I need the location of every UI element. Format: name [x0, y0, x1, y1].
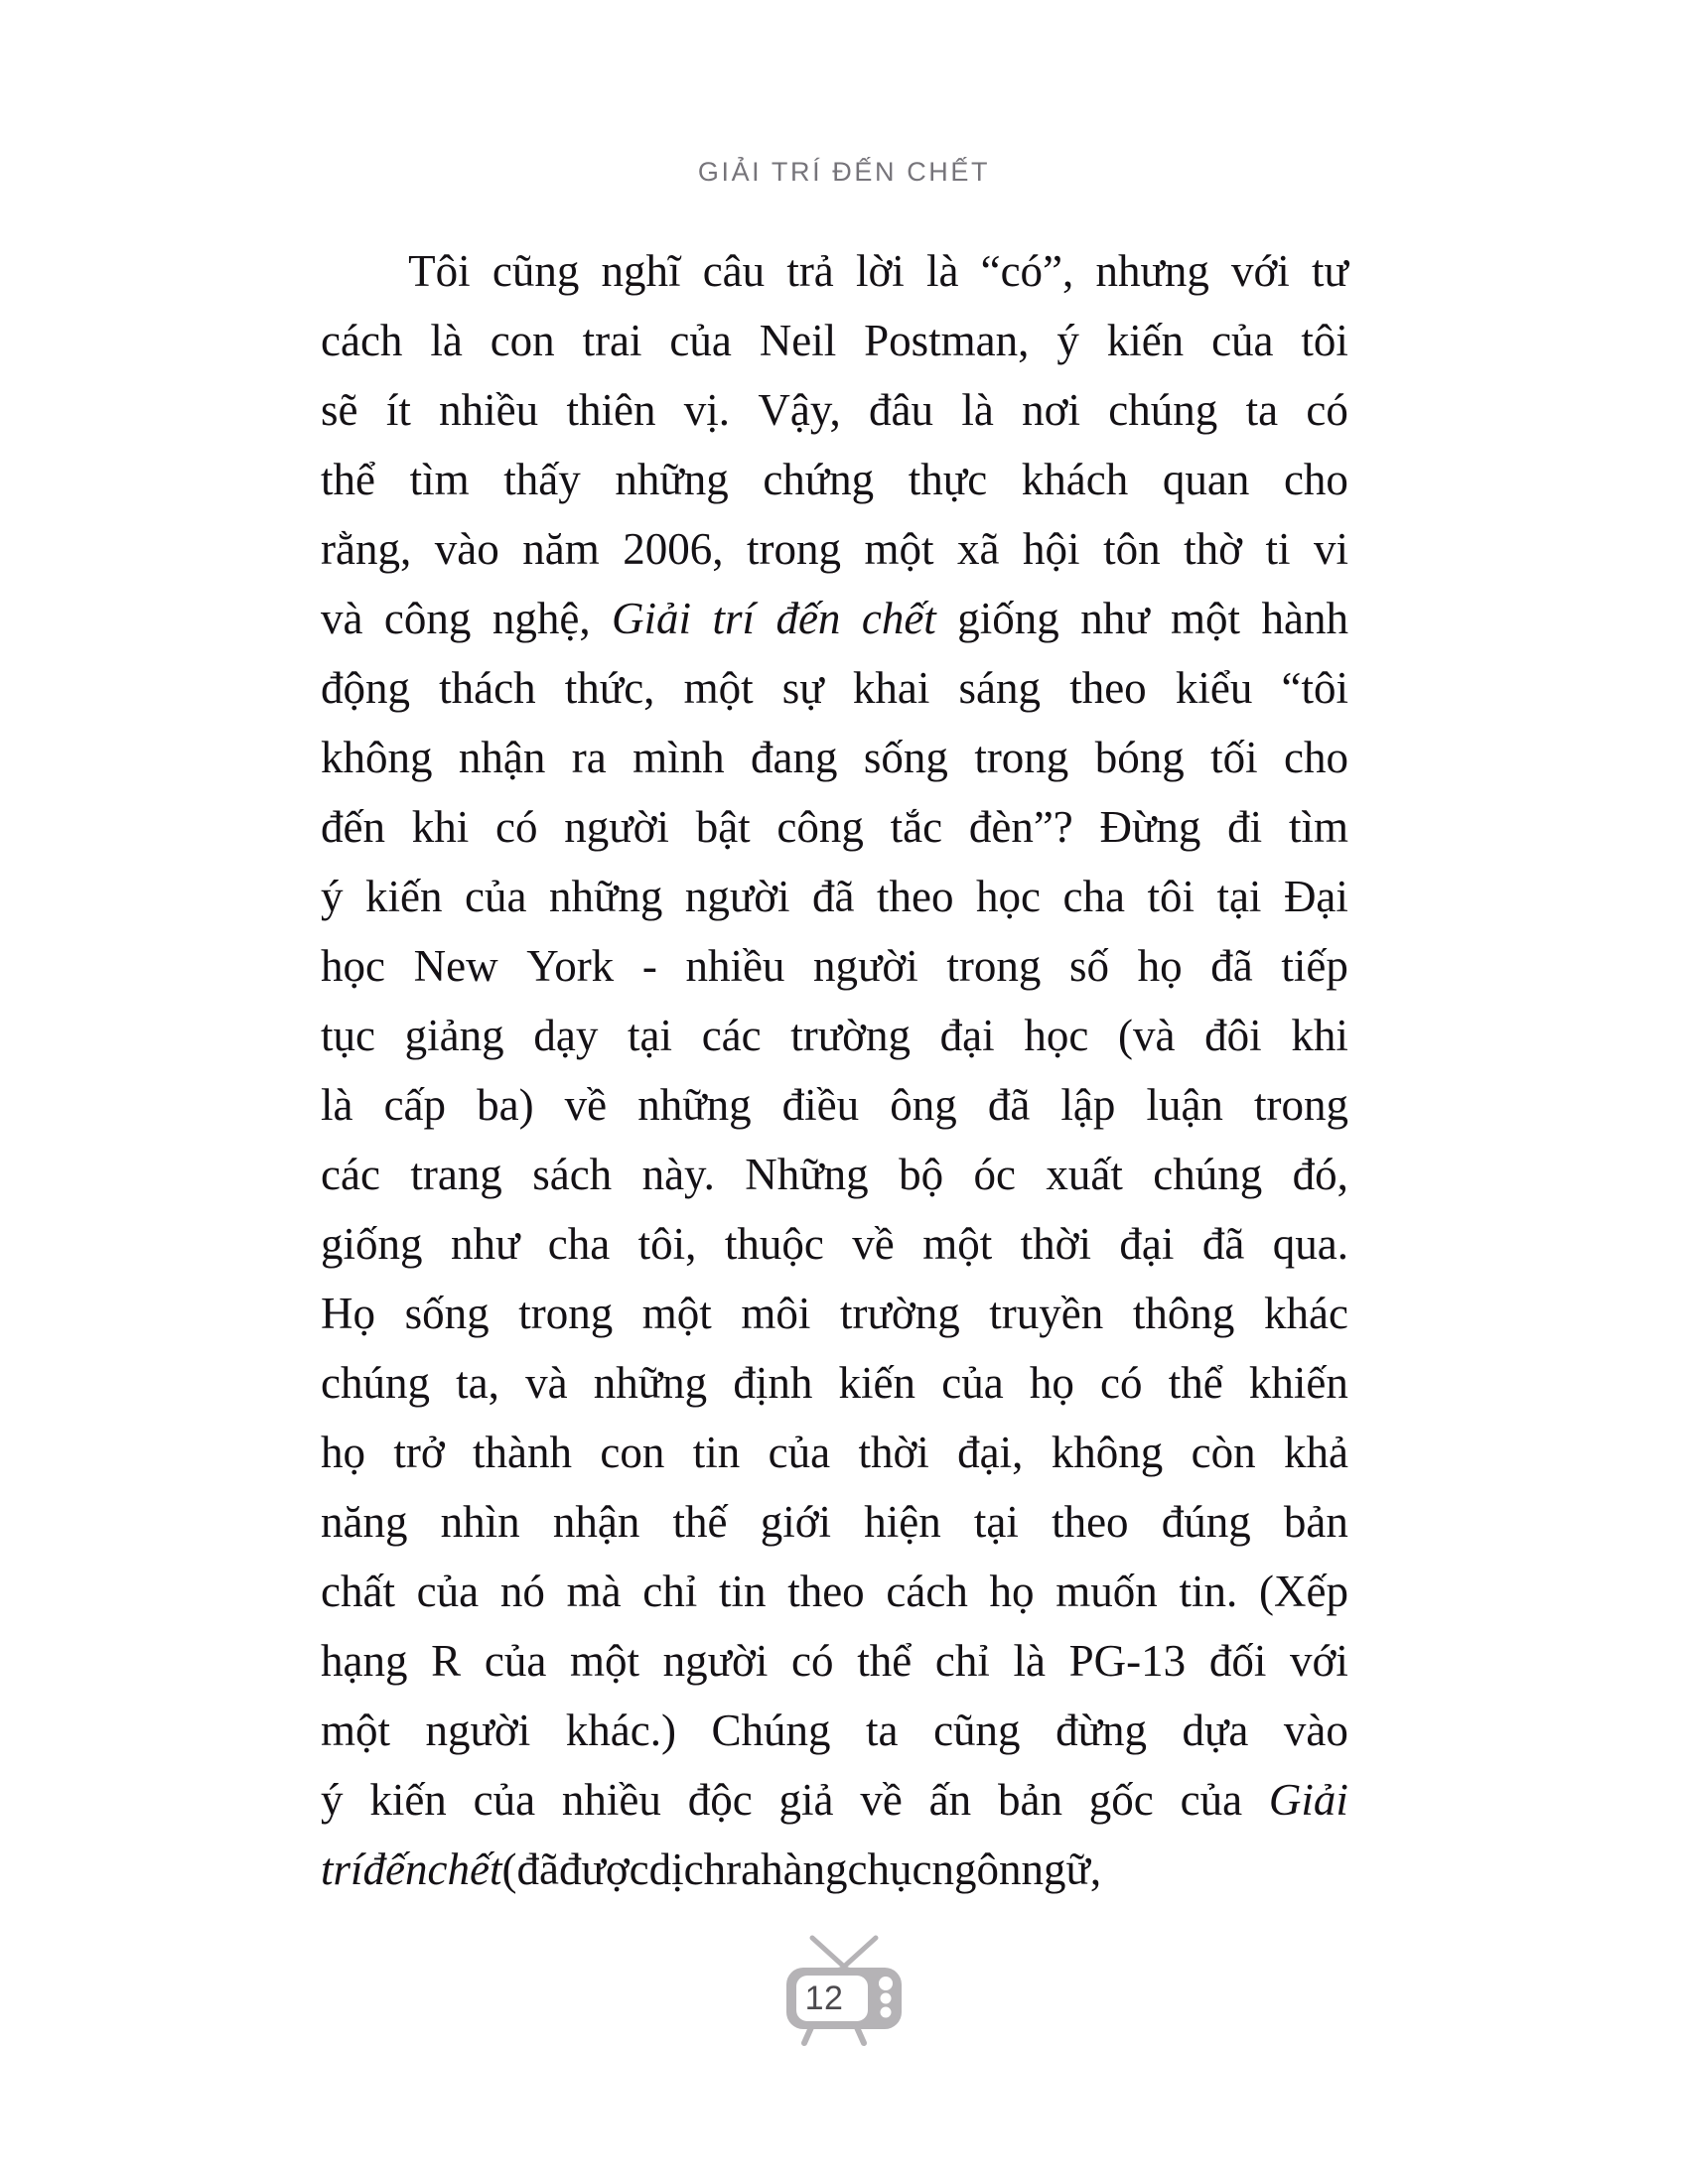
- page-footer: [0, 1934, 1688, 2051]
- word: đèn”?: [968, 802, 1073, 852]
- word: đại,: [957, 1428, 1024, 1477]
- paragraph-indent: [321, 236, 386, 306]
- word: trường: [840, 1289, 960, 1338]
- word: không: [1051, 1428, 1164, 1477]
- word: Đại: [1283, 872, 1348, 921]
- word: xuất: [1046, 1150, 1123, 1199]
- word: truyền: [989, 1289, 1104, 1338]
- word: những: [615, 455, 729, 504]
- word: vào: [1283, 1706, 1348, 1755]
- word: có: [791, 1636, 834, 1686]
- body-line: [321, 1070, 1348, 1140]
- word: Những: [745, 1150, 869, 1199]
- word: với: [1290, 1636, 1348, 1686]
- word: đại: [1119, 1219, 1175, 1269]
- word: nhận: [458, 733, 546, 782]
- body-line: [321, 445, 1348, 514]
- word: người: [662, 1636, 769, 1686]
- word: sách: [532, 1150, 613, 1199]
- word: đang: [751, 733, 838, 782]
- word: có: [1100, 1358, 1143, 1408]
- word: không: [321, 733, 433, 782]
- word: cũng: [492, 246, 580, 296]
- word: tôi: [1301, 316, 1348, 365]
- word: Postman,: [864, 316, 1030, 365]
- word: tin: [692, 1428, 741, 1477]
- word: đôi: [1204, 1011, 1262, 1060]
- word: kiến: [365, 872, 443, 921]
- word: một: [321, 1706, 391, 1755]
- italic-word: Giải: [1268, 1775, 1348, 1825]
- word: cấp: [383, 1080, 447, 1130]
- word: chục: [847, 1844, 932, 1894]
- word: đúng: [1161, 1497, 1251, 1547]
- word: môi: [741, 1289, 811, 1338]
- word: các: [701, 1011, 762, 1060]
- word: thể: [857, 1636, 913, 1686]
- word: ra: [571, 733, 607, 782]
- word: điều: [781, 1080, 860, 1130]
- word: và: [525, 1358, 568, 1408]
- body-line: [321, 1626, 1348, 1696]
- word: có: [495, 802, 538, 852]
- body-line: [321, 1279, 1348, 1348]
- word: khách: [1021, 455, 1129, 504]
- word: tìm: [1288, 802, 1348, 852]
- word: họ: [321, 1428, 365, 1477]
- word: kiến: [838, 1358, 916, 1408]
- word: thiên: [566, 385, 656, 435]
- word: dựa: [1182, 1706, 1249, 1755]
- word: một: [1171, 594, 1241, 643]
- word: ta: [1245, 385, 1279, 435]
- word: (đã: [501, 1844, 559, 1894]
- word: khi: [411, 802, 470, 852]
- word: năm: [522, 524, 600, 574]
- word: trong: [747, 524, 841, 574]
- word: khả: [1284, 1428, 1348, 1477]
- word: đã: [1210, 941, 1253, 991]
- word: vi: [1313, 524, 1348, 574]
- word: (Xếp: [1258, 1567, 1348, 1616]
- word: họ: [1029, 1358, 1074, 1408]
- word: Đừng: [1099, 802, 1201, 852]
- word: ngữ,: [1021, 1844, 1102, 1894]
- body-line: [321, 1487, 1348, 1557]
- word: số: [1069, 941, 1110, 991]
- word: độc: [687, 1775, 753, 1825]
- body-line: [321, 792, 1348, 862]
- body-line: [321, 1140, 1348, 1209]
- word: và: [321, 594, 363, 643]
- word: trai: [582, 316, 642, 365]
- word: người: [813, 941, 918, 991]
- word: kiến: [1106, 316, 1185, 365]
- word: trở: [393, 1428, 445, 1477]
- word: tôn: [1103, 524, 1161, 574]
- word: kiến: [369, 1775, 447, 1825]
- word: người: [684, 872, 790, 921]
- word: của: [1180, 1775, 1243, 1825]
- word: sáng: [958, 663, 1042, 713]
- word: người: [564, 802, 669, 852]
- word: dịch: [648, 1844, 727, 1894]
- word: định: [733, 1358, 813, 1408]
- word: một: [641, 1289, 712, 1338]
- word: bật: [695, 802, 751, 852]
- word: của: [416, 1567, 480, 1616]
- word: bản: [1283, 1497, 1348, 1547]
- word: đối: [1208, 1636, 1267, 1686]
- word: ti: [1265, 524, 1291, 574]
- word: cách: [886, 1567, 968, 1616]
- word: vị.: [683, 385, 731, 435]
- word: chứng: [763, 455, 875, 504]
- word: tin: [718, 1567, 767, 1616]
- word: học: [976, 872, 1041, 921]
- word: về: [564, 1080, 608, 1130]
- word: nghĩ: [601, 246, 681, 296]
- word: thức,: [564, 663, 655, 713]
- word: giống: [321, 1219, 423, 1269]
- word: học: [321, 941, 385, 991]
- word: rằng,: [321, 524, 412, 574]
- word: vào: [434, 524, 499, 574]
- word: theo: [787, 1567, 865, 1616]
- word: một: [683, 663, 754, 713]
- word: là: [961, 385, 994, 435]
- word: như: [1080, 594, 1150, 643]
- word: hành: [1261, 594, 1348, 643]
- word: mà: [566, 1567, 622, 1616]
- body-line: [321, 1209, 1348, 1279]
- word: quan: [1162, 455, 1250, 504]
- word: sự: [781, 663, 824, 713]
- word: tôi: [1147, 872, 1195, 921]
- word: lập: [1060, 1080, 1116, 1130]
- word: thuộc: [724, 1219, 824, 1269]
- word: cha: [1062, 872, 1125, 921]
- word: học: [1024, 1011, 1089, 1060]
- word: cho: [1284, 733, 1348, 782]
- running-head: GIẢI TRÍ ĐẾN CHẾT: [697, 157, 991, 187]
- body-line: [321, 1001, 1348, 1070]
- word: con: [490, 316, 555, 365]
- word: nơi: [1022, 385, 1080, 435]
- word: hội: [1023, 524, 1080, 574]
- word: chất: [321, 1567, 395, 1616]
- word: như: [450, 1219, 520, 1269]
- word: một: [569, 1636, 639, 1686]
- word: mình: [633, 733, 725, 782]
- word: bản: [997, 1775, 1062, 1825]
- word: gốc: [1088, 1775, 1154, 1825]
- word: New: [413, 941, 498, 991]
- word: thế: [672, 1497, 728, 1547]
- body-line: [321, 236, 1348, 306]
- word: trong: [946, 941, 1042, 991]
- body-line: [321, 514, 1348, 584]
- page-number: 12: [804, 1979, 844, 2017]
- word: thấy: [503, 455, 581, 504]
- word: trang: [410, 1150, 502, 1199]
- word: trong: [1254, 1080, 1348, 1130]
- body-line: [321, 306, 1348, 375]
- word: nhiều: [439, 385, 539, 435]
- word: PG-13: [1068, 1636, 1187, 1686]
- word: chỉ: [642, 1567, 698, 1616]
- word: về: [852, 1219, 895, 1269]
- word: ý: [321, 1775, 344, 1825]
- word: Chúng: [711, 1706, 831, 1755]
- word: khác.): [565, 1706, 676, 1755]
- word: một: [864, 524, 934, 574]
- word: Neil: [759, 316, 837, 365]
- word: những: [593, 1358, 708, 1408]
- word: động: [321, 663, 410, 713]
- word: sống: [404, 1289, 490, 1338]
- word: là: [430, 316, 463, 365]
- word: trong: [974, 733, 1069, 782]
- word: ấn: [928, 1775, 972, 1825]
- word: đi: [1227, 802, 1263, 852]
- word: “tôi: [1281, 663, 1348, 713]
- body-line: [321, 653, 1348, 723]
- word: muốn: [1055, 1567, 1158, 1616]
- word: là: [1013, 1636, 1046, 1686]
- word: sống: [863, 733, 948, 782]
- word: đã: [812, 872, 855, 921]
- word: thể: [321, 455, 375, 504]
- word: thờ: [1184, 524, 1242, 574]
- body-line: [321, 931, 1348, 1001]
- word: hạng: [321, 1636, 408, 1686]
- word: ta: [866, 1706, 899, 1755]
- word: (và: [1118, 1011, 1176, 1060]
- word: trong: [518, 1289, 614, 1338]
- word: người: [425, 1706, 531, 1755]
- word: họ: [989, 1567, 1035, 1616]
- word: nhưng: [1095, 246, 1209, 296]
- word: óc: [973, 1150, 1016, 1199]
- word: ít: [385, 385, 411, 435]
- word: thời: [858, 1428, 929, 1477]
- word: của: [1211, 316, 1274, 365]
- word: nó: [499, 1567, 545, 1616]
- word: là: [321, 1080, 353, 1130]
- word: giống: [957, 594, 1059, 643]
- word: còn: [1191, 1428, 1256, 1477]
- word: qua.: [1272, 1219, 1348, 1269]
- word: của: [473, 1775, 536, 1825]
- body-line: [321, 1557, 1348, 1626]
- word: có: [1306, 385, 1348, 435]
- word: con: [600, 1428, 665, 1477]
- word: tại: [628, 1011, 672, 1060]
- word: ngôn: [931, 1844, 1022, 1894]
- word: đừng: [1055, 1706, 1147, 1755]
- word: nhiều: [561, 1775, 661, 1825]
- retro-tv-icon: [782, 1934, 906, 2051]
- word: dạy: [533, 1011, 599, 1060]
- word: của: [669, 316, 732, 365]
- word: nhiều: [685, 941, 785, 991]
- word: ông: [890, 1080, 957, 1130]
- word: giới: [760, 1497, 832, 1547]
- word: luận: [1146, 1080, 1223, 1130]
- word: R: [431, 1636, 462, 1686]
- word: Họ: [321, 1289, 375, 1338]
- word: tối: [1210, 733, 1258, 782]
- word: những: [548, 872, 663, 921]
- word: thời: [1020, 1219, 1091, 1269]
- word: này.: [641, 1150, 715, 1199]
- word: khi: [1291, 1011, 1348, 1060]
- word: đại: [939, 1011, 995, 1060]
- word: thực: [908, 455, 988, 504]
- word: giảng: [404, 1011, 504, 1060]
- word: chúng: [1153, 1150, 1263, 1199]
- body-line: [321, 1348, 1348, 1418]
- word: cách: [321, 316, 403, 365]
- body-line: [321, 375, 1348, 445]
- word: ra: [726, 1844, 762, 1894]
- word: tiếp: [1281, 941, 1348, 991]
- body-line: [321, 1418, 1348, 1487]
- italic-word: trí: [712, 594, 755, 643]
- word: đã: [987, 1080, 1031, 1130]
- body-text: [321, 236, 1348, 1904]
- word: Vậy,: [758, 385, 841, 435]
- word: với: [1231, 246, 1290, 296]
- word: đến: [321, 802, 385, 852]
- word: York: [526, 941, 615, 991]
- body-line: [321, 584, 1348, 653]
- word: của: [464, 872, 527, 921]
- word: nhìn: [440, 1497, 520, 1547]
- word: cũng: [933, 1706, 1021, 1755]
- italic-word: chết: [861, 594, 936, 643]
- word: bộ: [899, 1150, 944, 1199]
- word: chúng: [321, 1358, 430, 1408]
- word: ba): [477, 1080, 534, 1130]
- word: thành: [473, 1428, 573, 1477]
- word: chỉ: [934, 1636, 990, 1686]
- word: tin.: [1179, 1567, 1238, 1616]
- word: Tôi: [408, 246, 471, 296]
- body-line: [321, 1696, 1348, 1765]
- word: chúng: [1108, 385, 1218, 435]
- body-line: [321, 1765, 1348, 1835]
- word: tại: [973, 1497, 1019, 1547]
- word: năng: [321, 1497, 408, 1547]
- word: tôi,: [637, 1219, 697, 1269]
- word: 2006,: [623, 524, 724, 574]
- body-line: [321, 1835, 1348, 1904]
- italic-word: chết: [427, 1844, 502, 1894]
- word: công: [383, 594, 472, 643]
- word: khác: [1263, 1289, 1348, 1338]
- word: đã: [1201, 1219, 1245, 1269]
- word: -: [641, 941, 657, 991]
- italic-word: đến: [362, 1844, 428, 1894]
- word: ý: [1056, 316, 1079, 365]
- word: theo: [1069, 663, 1147, 713]
- word: giả: [778, 1775, 834, 1825]
- word: họ: [1137, 941, 1183, 991]
- word: các: [321, 1150, 380, 1199]
- word: một: [922, 1219, 993, 1269]
- word: đó,: [1292, 1150, 1348, 1199]
- word: thể: [1168, 1358, 1223, 1408]
- word: nghệ,: [492, 594, 591, 643]
- word: “có”,: [980, 246, 1074, 296]
- word: là: [925, 246, 959, 296]
- word: tư: [1311, 246, 1348, 296]
- word: theo: [1052, 1497, 1129, 1547]
- word: của: [941, 1358, 1004, 1408]
- word: đâu: [869, 385, 934, 435]
- word: tắc: [890, 802, 943, 852]
- word: cha: [547, 1219, 611, 1269]
- word: công: [776, 802, 864, 852]
- word: câu: [702, 246, 766, 296]
- word: cho: [1283, 455, 1348, 504]
- italic-word: trí: [321, 1844, 363, 1894]
- word: trường: [790, 1011, 911, 1060]
- word: hiện: [864, 1497, 941, 1547]
- body-line: [321, 862, 1348, 931]
- word: khai: [852, 663, 930, 713]
- italic-word: Giải: [612, 594, 692, 643]
- word: trả: [786, 246, 834, 296]
- italic-word: đến: [775, 594, 841, 643]
- word: theo: [877, 872, 954, 921]
- word: sẽ: [321, 385, 358, 435]
- word: tìm: [409, 455, 470, 504]
- word: xã: [957, 524, 1000, 574]
- word: kiểu: [1175, 663, 1253, 713]
- word: lời: [855, 246, 905, 296]
- word: khiến: [1248, 1358, 1348, 1408]
- word: thông: [1132, 1289, 1235, 1338]
- word: về: [860, 1775, 903, 1825]
- word: tục: [321, 1011, 375, 1060]
- word: ta,: [456, 1358, 499, 1408]
- body-line: [321, 723, 1348, 792]
- word: thách: [439, 663, 536, 713]
- word: bóng: [1094, 733, 1185, 782]
- word: tại: [1216, 872, 1262, 921]
- word: của: [484, 1636, 547, 1686]
- word: được: [558, 1844, 649, 1894]
- word: của: [768, 1428, 831, 1477]
- word: những: [637, 1080, 752, 1130]
- word: ý: [321, 872, 344, 921]
- word: nhận: [552, 1497, 640, 1547]
- word: hàng: [761, 1844, 848, 1894]
